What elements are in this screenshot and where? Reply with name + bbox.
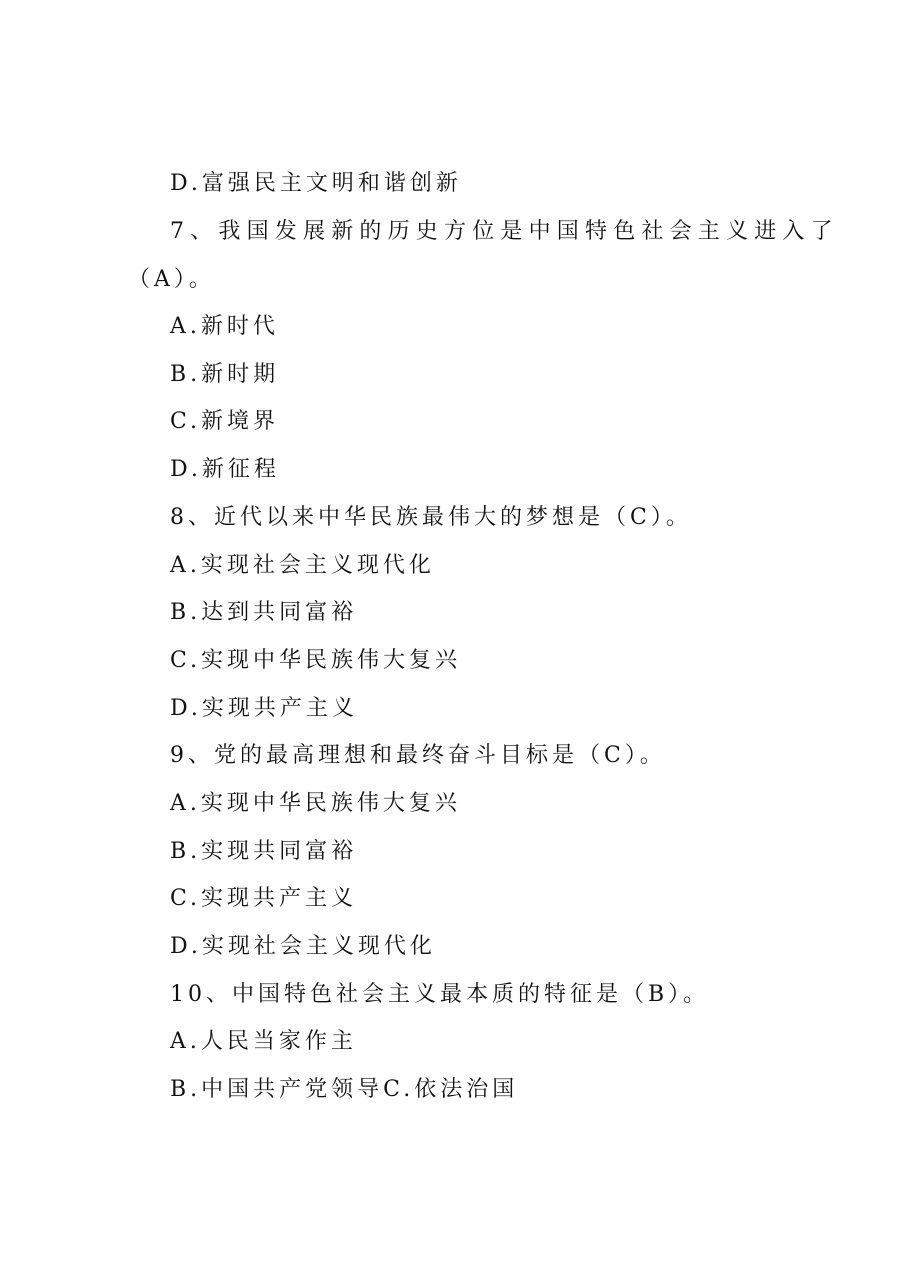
q7-option-d: D.新征程	[170, 457, 280, 482]
question-9: 9、党的最高理想和最终奋斗目标是（C）。	[170, 743, 666, 768]
q7-option-a: A.新时代	[170, 314, 279, 339]
question-10: 10、中国特色社会主义最本质的特征是（B）。	[170, 982, 710, 1007]
q9-option-a: A.实现中华民族伟大复兴	[170, 791, 461, 816]
q10-option-b-c: B.中国共产党领导C.依法治国	[170, 1077, 519, 1102]
q10-option-a: A.人民当家作主	[170, 1029, 357, 1054]
q9-option-c: C.实现共产主义	[170, 886, 358, 911]
question-7: 7、我国发展新的历史方位是中国特色社会主义进入了	[170, 219, 839, 244]
q9-option-b: B.实现共同富裕	[170, 839, 358, 864]
q8-option-a: A.实现社会主义现代化	[170, 553, 435, 578]
q8-option-c: C.实现中华民族伟大复兴	[170, 648, 462, 673]
q9-option-d: D.实现社会主义现代化	[170, 934, 436, 959]
q8-option-b: B.达到共同富裕	[170, 600, 358, 625]
q6-option-d: D.富强民主文明和谐创新	[170, 171, 462, 196]
question-8: 8、近代以来中华民族最伟大的梦想是（C）。	[170, 505, 692, 530]
q7-option-b: B.新时期	[170, 362, 280, 387]
q8-option-d: D.实现共产主义	[170, 696, 358, 721]
question-7-continuation: （A）。	[128, 267, 215, 292]
q7-option-c: C.新境界	[170, 409, 280, 434]
